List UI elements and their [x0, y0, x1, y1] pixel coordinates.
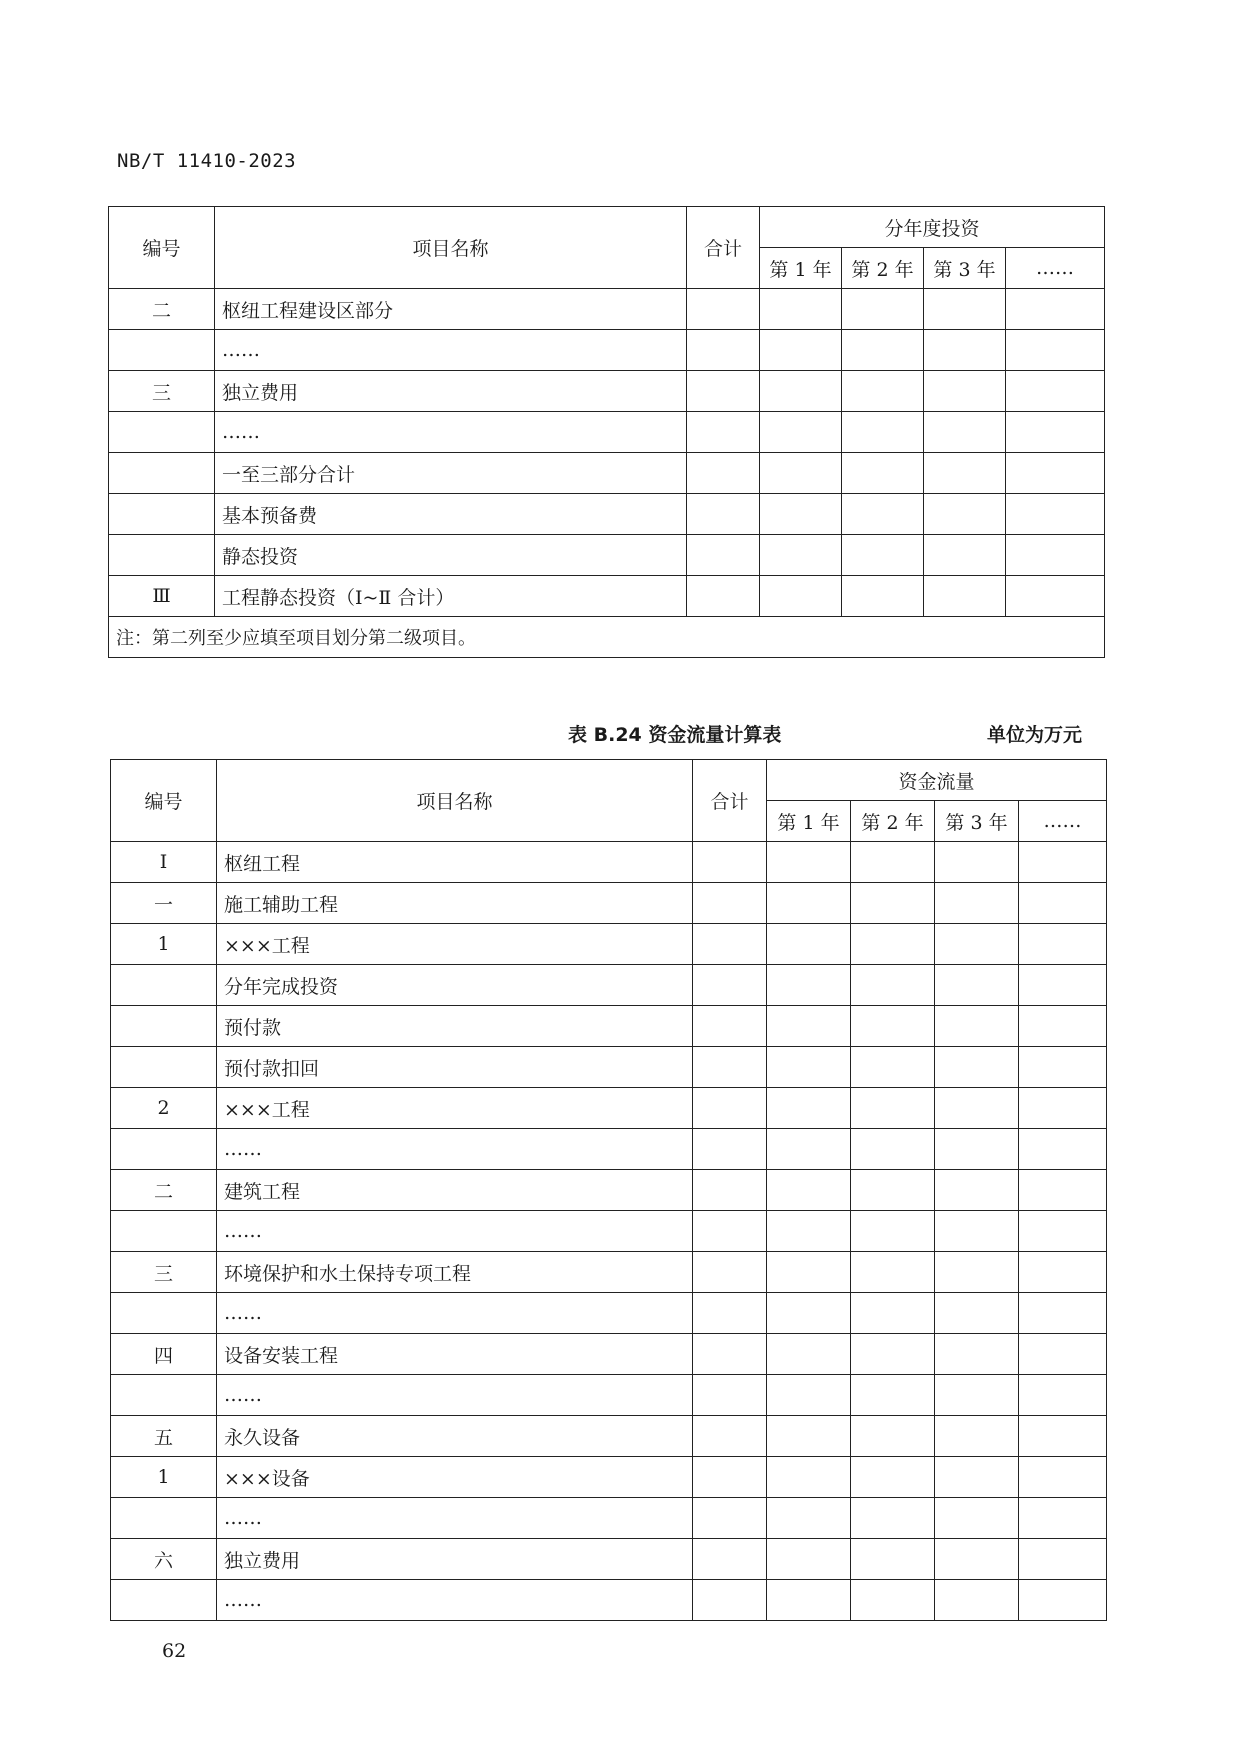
empty-cell [693, 1088, 767, 1129]
row-number [111, 1580, 217, 1621]
empty-cell [851, 1211, 935, 1252]
empty-cell [1006, 535, 1105, 576]
table-row [111, 1580, 1107, 1621]
row-item-name: …… [215, 330, 687, 371]
row-number [111, 1293, 217, 1334]
header-year-more: …… [1006, 248, 1105, 289]
empty-cell [935, 842, 1019, 883]
header-year-3: 第 3 年 [935, 801, 1019, 842]
empty-cell [1019, 1375, 1107, 1416]
row-item-name: 枢纽工程建设区部分 [215, 289, 687, 330]
empty-cell [924, 453, 1006, 494]
table-row [111, 1416, 1107, 1457]
row-item-name: ×××工程 [217, 924, 693, 965]
row-number: 2 [111, 1088, 217, 1129]
empty-cell [1006, 494, 1105, 535]
table-row [111, 924, 1107, 965]
empty-cell [760, 494, 842, 535]
empty-cell [842, 535, 924, 576]
empty-cell [851, 1006, 935, 1047]
empty-cell [924, 330, 1006, 371]
empty-cell [1006, 576, 1105, 617]
empty-cell [693, 1293, 767, 1334]
empty-cell [851, 1334, 935, 1375]
empty-cell [1019, 1170, 1107, 1211]
row-item-name: 设备安装工程 [217, 1334, 693, 1375]
row-number [111, 1129, 217, 1170]
empty-cell [935, 1006, 1019, 1047]
empty-cell [1019, 1539, 1107, 1580]
header-cash-flow: 资金流量 [767, 760, 1107, 801]
row-item-name: 预付款扣回 [217, 1047, 693, 1088]
empty-cell [693, 1416, 767, 1457]
row-number: 1 [111, 1457, 217, 1498]
row-number: 一 [111, 883, 217, 924]
empty-cell [687, 330, 760, 371]
table-row [109, 371, 1105, 412]
empty-cell [760, 453, 842, 494]
empty-cell [1019, 1006, 1107, 1047]
empty-cell [935, 965, 1019, 1006]
row-item-name: 工程静态投资（Ⅰ~Ⅱ 合计） [215, 576, 687, 617]
row-item-name: …… [217, 1293, 693, 1334]
empty-cell [767, 924, 851, 965]
empty-cell [1006, 412, 1105, 453]
row-number: 五 [111, 1416, 217, 1457]
header-year-2: 第 2 年 [851, 801, 935, 842]
row-item-name: ×××工程 [217, 1088, 693, 1129]
empty-cell [767, 965, 851, 1006]
empty-cell [767, 1539, 851, 1580]
table-row [111, 1088, 1107, 1129]
table-row [109, 535, 1105, 576]
empty-cell [693, 965, 767, 1006]
empty-cell [1019, 1129, 1107, 1170]
empty-cell [935, 1498, 1019, 1539]
page-number: 62 [162, 1640, 187, 1662]
empty-cell [851, 1252, 935, 1293]
empty-cell [760, 289, 842, 330]
empty-cell [1019, 924, 1107, 965]
empty-cell [935, 883, 1019, 924]
row-number: 二 [109, 289, 215, 330]
empty-cell [851, 1047, 935, 1088]
empty-cell [767, 1088, 851, 1129]
empty-cell [767, 1457, 851, 1498]
empty-cell [1019, 1047, 1107, 1088]
empty-cell [687, 494, 760, 535]
empty-cell [693, 1375, 767, 1416]
empty-cell [924, 494, 1006, 535]
empty-cell [767, 1211, 851, 1252]
row-item-name: ×××设备 [217, 1457, 693, 1498]
row-number: 三 [109, 371, 215, 412]
row-number [109, 535, 215, 576]
empty-cell [767, 883, 851, 924]
header-item-name: 项目名称 [217, 760, 693, 842]
row-item-name: 静态投资 [215, 535, 687, 576]
empty-cell [1019, 1211, 1107, 1252]
table-row [111, 1498, 1107, 1539]
empty-cell [1006, 453, 1105, 494]
header-year-more: …… [1019, 801, 1107, 842]
empty-cell [924, 289, 1006, 330]
empty-cell [693, 1047, 767, 1088]
row-item-name: 环境保护和水土保持专项工程 [217, 1252, 693, 1293]
header-annual-investment: 分年度投资 [760, 207, 1105, 248]
header-year-3: 第 3 年 [924, 248, 1006, 289]
empty-cell [687, 371, 760, 412]
row-item-name: 一至三部分合计 [215, 453, 687, 494]
row-number [111, 1006, 217, 1047]
header-item-name: 项目名称 [215, 207, 687, 289]
empty-cell [767, 1334, 851, 1375]
empty-cell [687, 535, 760, 576]
investment-table [108, 206, 1105, 658]
empty-cell [851, 1375, 935, 1416]
empty-cell [693, 1334, 767, 1375]
table-row [111, 883, 1107, 924]
table-row [109, 576, 1105, 617]
empty-cell [851, 1457, 935, 1498]
empty-cell [693, 1129, 767, 1170]
empty-cell [851, 924, 935, 965]
empty-cell [767, 842, 851, 883]
table-row [111, 1211, 1107, 1252]
row-number: Ⅰ [111, 842, 217, 883]
empty-cell [851, 1580, 935, 1621]
empty-cell [693, 883, 767, 924]
empty-cell [687, 453, 760, 494]
empty-cell [693, 842, 767, 883]
row-number: 二 [111, 1170, 217, 1211]
row-number: Ⅲ [109, 576, 215, 617]
empty-cell [687, 576, 760, 617]
empty-cell [851, 1539, 935, 1580]
empty-cell [842, 371, 924, 412]
table-row [109, 412, 1105, 453]
header-number: 编号 [109, 207, 215, 289]
table-row [111, 842, 1107, 883]
empty-cell [1019, 1498, 1107, 1539]
table-row [111, 1129, 1107, 1170]
table-title: 表 B.24 资金流量计算表 [568, 724, 782, 746]
empty-cell [693, 1498, 767, 1539]
empty-cell [1006, 371, 1105, 412]
row-item-name: …… [217, 1211, 693, 1252]
table-row [111, 965, 1107, 1006]
header-total: 合计 [693, 760, 767, 842]
row-item-name: …… [217, 1375, 693, 1416]
empty-cell [851, 1170, 935, 1211]
empty-cell [1019, 1334, 1107, 1375]
empty-cell [693, 1170, 767, 1211]
empty-cell [935, 1416, 1019, 1457]
row-number: 1 [111, 924, 217, 965]
row-item-name: …… [215, 412, 687, 453]
empty-cell [842, 412, 924, 453]
note-row [109, 617, 1105, 658]
empty-cell [935, 1293, 1019, 1334]
empty-cell [842, 494, 924, 535]
row-item-name: 基本预备费 [215, 494, 687, 535]
empty-cell [935, 924, 1019, 965]
empty-cell [851, 1088, 935, 1129]
empty-cell [935, 1334, 1019, 1375]
row-number [111, 1375, 217, 1416]
empty-cell [687, 289, 760, 330]
header-year-2: 第 2 年 [842, 248, 924, 289]
empty-cell [1019, 1293, 1107, 1334]
header-year-1: 第 1 年 [767, 801, 851, 842]
table-row [111, 1334, 1107, 1375]
table-note: 注：第二列至少应填至项目划分第二级项目。 [109, 617, 1105, 658]
row-item-name: 预付款 [217, 1006, 693, 1047]
empty-cell [767, 1129, 851, 1170]
empty-cell [760, 412, 842, 453]
empty-cell [924, 535, 1006, 576]
table-row [109, 330, 1105, 371]
header-year-1: 第 1 年 [760, 248, 842, 289]
empty-cell [687, 412, 760, 453]
table-row [109, 289, 1105, 330]
empty-cell [935, 1047, 1019, 1088]
table-row [111, 1539, 1107, 1580]
empty-cell [767, 1580, 851, 1621]
empty-cell [1019, 1252, 1107, 1293]
table-row [111, 1252, 1107, 1293]
row-item-name: 独立费用 [215, 371, 687, 412]
row-number [109, 330, 215, 371]
empty-cell [842, 453, 924, 494]
empty-cell [767, 1498, 851, 1539]
empty-cell [760, 371, 842, 412]
cash-flow-table [110, 759, 1107, 1621]
empty-cell [935, 1539, 1019, 1580]
table-row [111, 1457, 1107, 1498]
empty-cell [935, 1457, 1019, 1498]
empty-cell [851, 1293, 935, 1334]
row-item-name: 施工辅助工程 [217, 883, 693, 924]
empty-cell [767, 1375, 851, 1416]
table-row [111, 1170, 1107, 1211]
row-item-name: 建筑工程 [217, 1170, 693, 1211]
table-row [111, 1375, 1107, 1416]
empty-cell [851, 842, 935, 883]
document-code: NB/T 11410-2023 [117, 150, 297, 172]
empty-cell [851, 1129, 935, 1170]
empty-cell [935, 1580, 1019, 1621]
empty-cell [767, 1252, 851, 1293]
empty-cell [935, 1088, 1019, 1129]
empty-cell [767, 1047, 851, 1088]
row-item-name: 永久设备 [217, 1416, 693, 1457]
row-number [111, 965, 217, 1006]
empty-cell [924, 412, 1006, 453]
empty-cell [1006, 330, 1105, 371]
row-number [109, 453, 215, 494]
row-item-name: 枢纽工程 [217, 842, 693, 883]
empty-cell [760, 535, 842, 576]
empty-cell [935, 1211, 1019, 1252]
empty-cell [767, 1293, 851, 1334]
empty-cell [1019, 1457, 1107, 1498]
empty-cell [935, 1129, 1019, 1170]
empty-cell [693, 1539, 767, 1580]
empty-cell [693, 1211, 767, 1252]
row-number [111, 1211, 217, 1252]
empty-cell [693, 1006, 767, 1047]
header-total: 合计 [687, 207, 760, 289]
table-row [111, 1047, 1107, 1088]
table-row [109, 494, 1105, 535]
empty-cell [1019, 1580, 1107, 1621]
empty-cell [767, 1170, 851, 1211]
row-item-name: 分年完成投资 [217, 965, 693, 1006]
empty-cell [693, 1580, 767, 1621]
empty-cell [935, 1170, 1019, 1211]
row-number [111, 1047, 217, 1088]
empty-cell [1019, 842, 1107, 883]
empty-cell [924, 576, 1006, 617]
row-number: 四 [111, 1334, 217, 1375]
empty-cell [851, 883, 935, 924]
row-number [109, 494, 215, 535]
empty-cell [1019, 883, 1107, 924]
table-row [111, 1293, 1107, 1334]
empty-cell [760, 330, 842, 371]
header-number: 编号 [111, 760, 217, 842]
table-row [111, 1006, 1107, 1047]
empty-cell [935, 1252, 1019, 1293]
empty-cell [767, 1416, 851, 1457]
row-item-name: …… [217, 1129, 693, 1170]
row-item-name: …… [217, 1580, 693, 1621]
empty-cell [851, 965, 935, 1006]
empty-cell [1006, 289, 1105, 330]
empty-cell [1019, 1088, 1107, 1129]
table-row [109, 453, 1105, 494]
empty-cell [851, 1416, 935, 1457]
empty-cell [842, 330, 924, 371]
table-unit: 单位为万元 [987, 724, 1083, 746]
empty-cell [693, 924, 767, 965]
row-item-name: …… [217, 1498, 693, 1539]
empty-cell [924, 371, 1006, 412]
empty-cell [693, 1252, 767, 1293]
empty-cell [760, 576, 842, 617]
row-number: 六 [111, 1539, 217, 1580]
empty-cell [767, 1006, 851, 1047]
empty-cell [842, 576, 924, 617]
empty-cell [851, 1498, 935, 1539]
empty-cell [1019, 1416, 1107, 1457]
empty-cell [693, 1457, 767, 1498]
row-number: 三 [111, 1252, 217, 1293]
row-number [109, 412, 215, 453]
empty-cell [1019, 965, 1107, 1006]
empty-cell [935, 1375, 1019, 1416]
empty-cell [842, 289, 924, 330]
row-item-name: 独立费用 [217, 1539, 693, 1580]
row-number [111, 1498, 217, 1539]
